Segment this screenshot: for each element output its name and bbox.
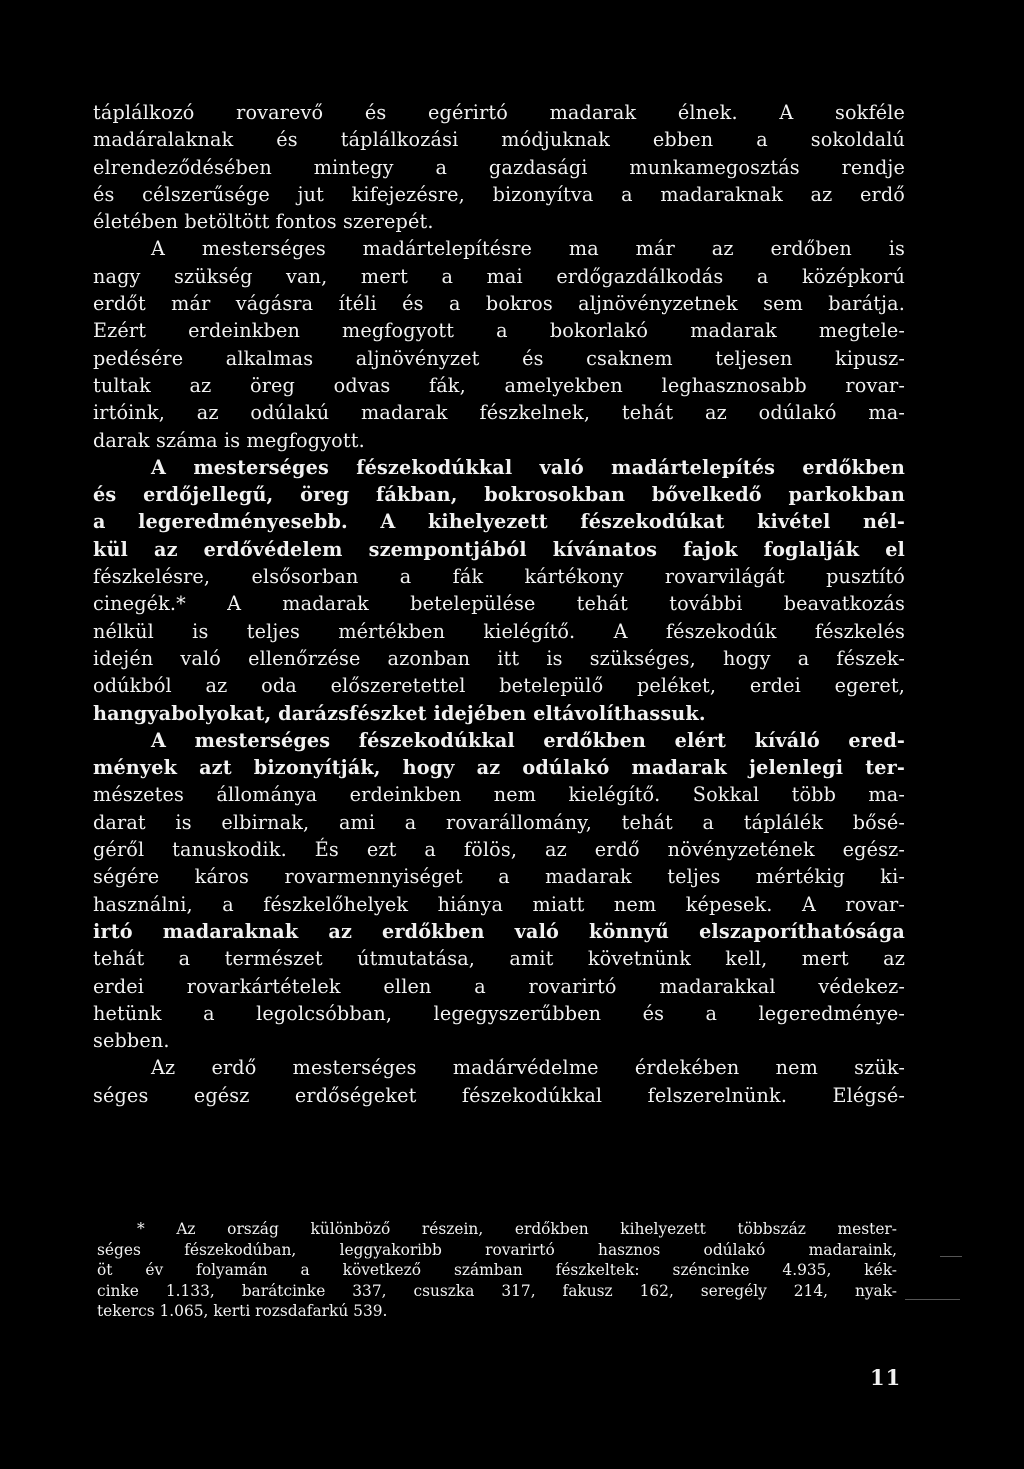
text-line: nélkül is teljes mértékben kielégítő. A fészekodúk fészkelés [93,619,905,643]
body-text [93,99,905,1109]
text-line: séges egész erdőségeket fészekodúkkal felszerelnünk. Elégsé- [93,1083,905,1107]
text-line: a legeredményesebb. A kihelyezett fészekodúkat kivétel nél- [93,510,905,534]
text-line: darat is elbirnak, ami a rovarállomány, tehát a táplálék bősé- [93,810,905,834]
text-line: hetünk a legolcsóbban, legegyszerűbben és a legeredménye- [93,1001,905,1025]
text-line: használni, a fészkelőhelyek hiánya miatt nem képesek. A rovar- [93,892,905,916]
text-line: nagy szükség van, mert a mai erdőgazdálkodás a középkorú [93,264,905,288]
text-line: sebben. [93,1029,170,1053]
text-line: erdei rovarkártételek ellen a rovarirtó madarakkal védekez- [93,974,905,998]
text-line: tultak az öreg odvas fák, amelyekben leghasznosabb rovar- [93,373,905,397]
text-line: életében betöltött fontos szerepét. [93,210,434,234]
text-line: mészetes állománya erdeinkben nem kielégítő. Sokkal több ma- [93,783,905,807]
text-line: és célszerűsége jut kifejezésre, bizonyítva a madaraknak az erdő [93,182,905,206]
text-line: irtó madaraknak az erdőkben való könnyű elszaporíthatósága [93,919,905,943]
text-line: A mesterséges fészekodúkkal erdőkben elért kíváló ered- [151,728,905,752]
text-line: fészkelésre, elsősorban a fák kártékony rovarvilágát pusztító [93,565,905,589]
text-line: Az erdő mesterséges madárvédelme érdekében nem szük- [151,1056,905,1080]
text-line: kül az erdővédelem szempontjából kívánatos fajok foglalják el [93,537,905,561]
scan-artifact [905,1299,960,1300]
text-line: géről tanuskodik. És ezt a fölös, az erdő növényzetének egész- [93,838,905,862]
text-line: erdőt már vágásra ítéli és a bokros aljnövényzetnek sem barátja. [93,292,905,316]
footnote-line: séges fészekodúban, leggyakoribb rovarirtó hasznos odúlakó madaraink, [97,1240,897,1259]
text-line: cinegék.* A madarak betelepülése tehát további beavatkozás [93,592,905,616]
text-line: pedésére alkalmas aljnövényzet és csaknem teljesen kipusz- [93,346,905,370]
page-number: 11 [870,1365,902,1390]
footnote-line: tekercs 1.065, kerti rozsdafarkú 539. [97,1302,388,1321]
text-line: hangyabolyokat, darázsfészket idejében eltávolíthassuk. [93,701,706,725]
text-line: elrendeződésében mintegy a gazdasági munkamegosztás rendje [93,155,905,179]
text-line: A mesterséges madártelepítésre ma már az erdőben is [151,237,905,261]
text-line: madáralaknak és táplálkozási módjuknak ebben a sokoldalú [93,128,905,152]
text-line: Ezért erdeinkben megfogyott a bokorlakó madarak megtele- [93,319,905,343]
text-line: darak száma is megfogyott. [93,428,365,452]
text-line: mények azt bizonyítják, hogy az odúlakó madarak jelenlegi ter- [93,756,905,780]
text-line: A mesterséges fészekodúkkal való madártelepítés erdőkben [151,455,905,479]
text-line: táplálkozó rovarevő és egérirtó madarak élnek. A sokféle [93,101,905,124]
text-line: és erdőjellegű, öreg fákban, bokrosokban bővelkedő parkokban [93,483,905,507]
text-line: ségére káros rovarmennyiséget a madarak teljes mértékig ki- [93,865,905,889]
text-line: tehát a természet útmutatása, amit követnünk kell, mert az [93,947,905,971]
footnote-line: öt év folyamán a következő számban fészkeltek: széncinke 4.935, kék- [97,1261,897,1280]
scan-artifact [940,1256,962,1257]
footnote-line: * Az ország különböző részein, erdőkben kihelyezett többszáz mester- [137,1220,897,1238]
text-line: irtóink, az odúlakú madarak fészkelnek, tehát az odúlakó ma- [93,401,905,425]
text-line: odúkból az oda előszeretettel betelepülő peléket, erdei egeret, [93,674,905,698]
text-line: idején való ellenőrzése azonban itt is szükséges, hogy a fészek- [93,646,905,670]
footnote-line: cinke 1.133, barátcinke 337, csuszka 317, fakusz 162, seregély 214, nyak- [97,1281,897,1300]
footnote [97,1219,897,1322]
